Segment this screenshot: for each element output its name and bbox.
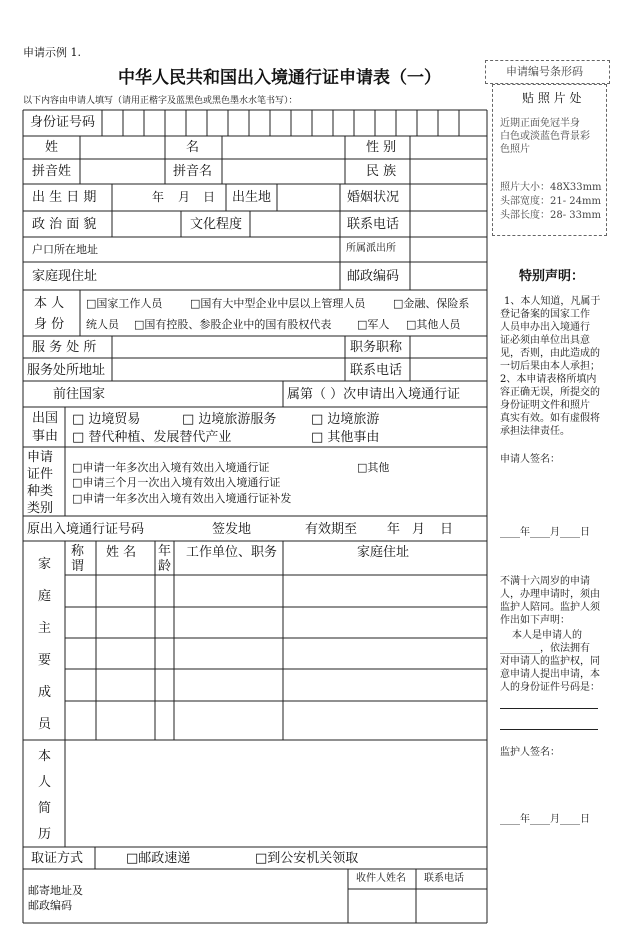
birth-month-label: 月	[178, 190, 191, 204]
photo-desc-1: 近期正面免冠半身	[500, 118, 580, 129]
decl-line-1: 1、本人知道，凡属于	[504, 296, 601, 307]
photo-heading: 贴 照 片 处	[522, 91, 582, 105]
given-name-label: 名	[186, 140, 200, 155]
decl-line-6: 一切后果由本人承担；	[500, 361, 600, 372]
identity-label-2: 身 份	[34, 317, 65, 332]
resume-label-3: 简	[38, 801, 52, 816]
home-address-label: 家庭现住址	[32, 269, 98, 284]
identity-option-state-staff[interactable]: □国家工作人员	[86, 297, 163, 310]
gender-label: 性 别	[366, 140, 397, 155]
orig-permit-label: 原出入境通行证号码	[27, 522, 145, 537]
family-header-relation: 称谓	[71, 544, 85, 574]
family-header-address: 家庭住址	[357, 545, 410, 560]
marital-label: 婚姻状况	[347, 190, 400, 205]
guardian-id-line-1	[500, 708, 598, 709]
applicant-date-line: ____年____月____日	[500, 527, 590, 538]
photo-size: 照片大小：48X33mm	[500, 182, 602, 193]
cert-type-label-3: 种类	[27, 484, 54, 499]
family-label-2: 庭	[38, 589, 52, 604]
purpose-border-trade[interactable]: □ 边境贸易	[72, 412, 141, 427]
cert-option-reissue[interactable]: □申请一年多次出入境有效出入境通行证补发	[72, 492, 292, 505]
pickup-method-label: 取证方式	[31, 851, 84, 866]
cert-type-label-4: 类别	[27, 501, 54, 516]
minor-line-9: 人的身份证件号码是：	[500, 682, 600, 693]
surname-label: 姓	[45, 140, 59, 155]
family-label-4: 要	[38, 653, 52, 668]
workplace-phone-label: 联系电话	[350, 363, 403, 378]
valid-day-label: 日	[440, 522, 454, 537]
decl-line-5: 见，否则，由此造成的	[500, 348, 600, 359]
id-number-label: 身份证号码	[30, 115, 96, 130]
minor-line-3: 监护人陪同。监护人须	[500, 602, 600, 613]
guardian-id-line-2	[500, 729, 598, 730]
purpose-alt-planting[interactable]: □ 替代种植、发展替代产业	[72, 430, 232, 445]
decl-line-3: 人员申办出入境通行	[500, 322, 590, 333]
minor-line-2: 人，办理申请时，须由	[500, 589, 600, 600]
political-label: 政 治 面 貌	[32, 217, 97, 232]
birth-place-label: 出生地	[232, 190, 272, 205]
issue-place-label: 签发地	[212, 522, 252, 537]
resume-label-1: 本	[38, 749, 52, 764]
family-header-name: 姓 名	[106, 545, 137, 560]
form-title: 中华人民共和国出入境通行证申请表（一）	[118, 68, 441, 88]
ethnicity-label: 民 族	[366, 164, 397, 179]
postal-code-label: 邮政编码	[347, 269, 400, 284]
valid-month-label: 月	[412, 522, 426, 537]
guardian-sign-label: 监护人签名：	[500, 747, 560, 758]
decl-line-2: 登记备案的国家工作	[500, 309, 590, 320]
purpose-border-tour-service[interactable]: □ 边境旅游服务	[182, 412, 277, 427]
purpose-label-2: 事由	[32, 429, 59, 444]
family-header-work: 工作单位、职务	[186, 545, 278, 560]
minor-line-5: 本人是申请人的	[512, 630, 582, 641]
identity-option-equity-rep[interactable]: □国有控股、参股企业中的国有股权代表	[134, 318, 332, 331]
instruction-text: 以下内容由申请人填写（请用正楷字及蓝黑色或黑色墨水水笔书写）：	[23, 96, 298, 106]
pinyin-given-label: 拼音名	[173, 164, 213, 179]
identity-option-soe-manager[interactable]: □国有大中型企业中层以上管理人员	[190, 297, 366, 310]
destination-label: 前往国家	[53, 387, 106, 402]
photo-desc-3: 色照片	[500, 144, 530, 155]
cert-option-3month-single[interactable]: □申请三个月一次出入境有效出入境通行证	[72, 476, 281, 489]
pinyin-surname-label: 拼音姓	[32, 164, 72, 179]
decl-line-8: 容正确无误，所提交的	[500, 387, 600, 398]
decl-line-4: 证必须由单位出具意	[500, 335, 590, 346]
photo-head-width: 头部宽度：21- 24mm	[500, 196, 601, 207]
purpose-label-1: 出国	[32, 411, 59, 426]
resume-label-2: 人	[38, 775, 52, 790]
applicant-sign-label: 申请人签名：	[500, 454, 560, 465]
minor-line-8: 意申请人提出申请，本	[500, 669, 600, 680]
pickup-police-option[interactable]: □到公安机关领取	[255, 851, 359, 866]
education-label: 文化程度	[190, 217, 243, 232]
family-label-6: 员	[38, 717, 52, 732]
minor-line-1: 不满十六周岁的申请	[500, 576, 590, 587]
example-label: 申请示例 1.	[23, 46, 81, 59]
resume-label-4: 历	[38, 827, 52, 842]
recipient-name-label: 收件人姓名	[356, 873, 406, 884]
photo-desc-2: 白色或淡蓝色背景彩	[500, 131, 590, 142]
police-station-label: 所属派出所	[346, 243, 396, 254]
purpose-border-tour[interactable]: □ 边境旅游	[311, 412, 380, 427]
purpose-other[interactable]: □ 其他事由	[311, 430, 380, 445]
workplace-address-label: 服务处所地址	[27, 363, 106, 378]
guardian-date-line: ____年____月____日	[500, 814, 590, 825]
cert-option-other[interactable]: □其他	[357, 461, 390, 474]
mail-address-label-2: 邮政编码	[28, 899, 72, 912]
family-header-age: 年龄	[158, 544, 172, 574]
family-label-5: 成	[38, 685, 52, 700]
barcode-label: 申请编号条形码	[506, 65, 583, 78]
decl-line-7: 2、本申请表格所填内	[500, 374, 597, 385]
cert-option-annual-multi[interactable]: □申请一年多次出入境有效出入境通行证	[72, 461, 270, 474]
birth-date-label: 出 生 日 期	[32, 190, 97, 205]
identity-option-finance-cont: 统人员	[86, 318, 119, 331]
mail-address-label-1: 邮寄地址及	[28, 884, 83, 897]
decl-line-11: 承担法律责任。	[500, 426, 570, 437]
cert-type-label-2: 证件	[27, 467, 54, 482]
job-title-label: 职务职称	[350, 340, 403, 355]
contact-phone-label: 联系电话	[424, 873, 464, 884]
declaration-heading: 特别声明：	[519, 269, 585, 284]
family-label-3: 主	[38, 621, 52, 636]
identity-option-finance[interactable]: □金融、保险系	[393, 297, 470, 310]
minor-line-4: 作出如下声明：	[500, 615, 570, 626]
identity-option-military[interactable]: □军人	[357, 318, 390, 331]
phone-label: 联系电话	[347, 217, 400, 232]
identity-option-other[interactable]: □其他人员	[406, 318, 461, 331]
valid-until-label: 有效期至	[305, 522, 358, 537]
identity-label-1: 本 人	[34, 296, 65, 311]
hukou-label: 户口所在地址	[32, 243, 98, 256]
cert-type-label-1: 申请	[27, 450, 54, 465]
minor-line-7: 对申请人的监护权，同	[500, 656, 600, 667]
minor-line-6: ________，依法拥有	[500, 643, 590, 654]
family-label-1: 家	[38, 557, 52, 572]
valid-year-label: 年	[387, 522, 401, 537]
birth-year-label: 年	[152, 190, 165, 204]
workplace-label: 服 务 处 所	[32, 340, 97, 355]
photo-head-length: 头部长度：28- 33mm	[500, 210, 601, 221]
birth-day-label: 日	[203, 190, 216, 204]
application-count-label: 属第（ ）次申请出入境通行证	[287, 387, 461, 402]
decl-line-10: 真实有效。如有虚假将	[500, 413, 600, 424]
pickup-post-option[interactable]: □邮政速递	[126, 851, 191, 866]
decl-line-9: 身份证明文件和照片	[500, 400, 590, 411]
